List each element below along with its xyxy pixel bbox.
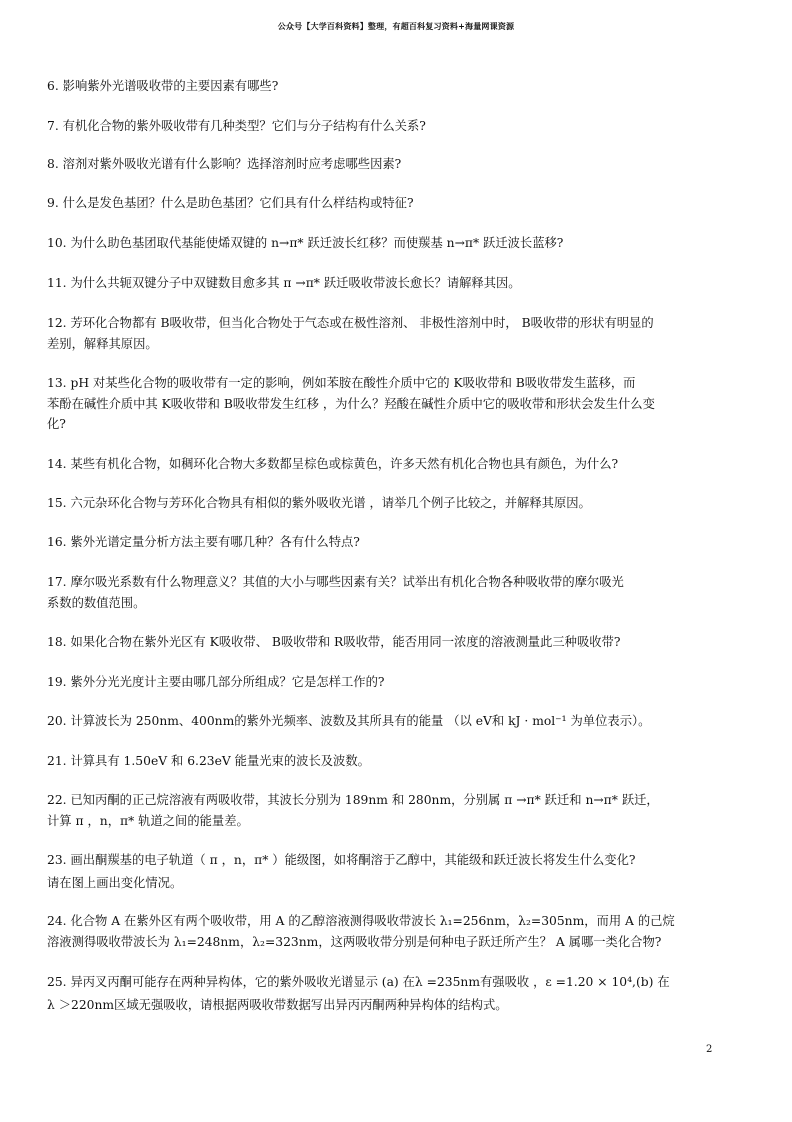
question-13-line: 苯酚在碱性介质中其 K吸收带和 B吸收带发生红移 ，为什么？羟酸在碱性介质中它的吸收带和形状会发生什么变	[47, 397, 655, 411]
question-17-line: 系数的数值范围。	[47, 596, 146, 610]
question-13-line: 化?	[47, 417, 66, 431]
question-15-line: 15. 六元杂环化合物与芳环化合物具有相似的紫外吸收光谱 ，请举几个例子比较之，并解释其原因。	[47, 496, 591, 510]
page-number: 2	[706, 1044, 713, 1055]
question-16-line: 16. 紫外光谱定量分析方法主要有哪几种？各有什么特点?	[47, 535, 360, 549]
question-7-line: 7. 有机化合物的紫外吸收带有几种类型？它们与分子结构有什么关系?	[47, 119, 426, 133]
question-24-line: 溶液测得吸收带波长为 λ₁=248nm，λ₂=323nm，这两吸收带分别是何种电子跃迁所产生？ A 属哪一类化合物?	[47, 935, 662, 949]
page-header: 公众号【大学百科资料】整理，有超百科复习资料+海量网课资源	[277, 21, 515, 31]
question-10-line: 10. 为什么助色基团取代基能使烯双键的 n→π* 跃迁波长红移？而使羰基 n→π* 跃迁波长蓝移?	[47, 236, 564, 250]
question-25-line: λ ＞220nm区域无强吸收，请根据两吸收带数据写出异丙丙酮两种异构体的结构式。	[47, 998, 508, 1012]
question-21-line: 21. 计算具有 1.50eV 和 6.23eV 能量光束的波长及波数。	[47, 754, 370, 768]
question-6-line: 6. 影响紫外光谱吸收带的主要因素有哪些?	[47, 79, 279, 93]
question-12-line: 差别，解释其原因。	[47, 337, 158, 351]
question-23-line: 请在图上画出变化情况。	[47, 876, 183, 890]
question-20-line: 20. 计算波长为 250nm、400nm的紫外光频率、波数及其所具有的能量 （以 eV和 kJ · mol⁻¹ 为单位表示）。	[47, 714, 651, 728]
question-22-line: 22. 已知丙酮的正己烷溶液有两吸收带，其波长分别为 189nm 和 280nm，分别属 π →π* 跃迁和 n→π* 跃迁，	[47, 793, 659, 807]
question-13-line: 13. pH 对某些化合物的吸收带有一定的影响，例如苯胺在酸性介质中它的 K吸收带和 B吸收带发生蓝移，而	[47, 376, 636, 390]
question-17-line: 17. 摩尔吸光系数有什么物理意义？其值的大小与哪些因素有关？试举出有机化合物各种吸收带的摩尔吸光	[47, 575, 624, 589]
question-9-line: 9. 什么是发色基团？什么是助色基团？它们具有什么样结构或特征?	[47, 196, 414, 210]
question-24-line: 24. 化合物 A 在紫外区有两个吸收带，用 A 的乙醇溶液测得吸收带波长 λ₁=256nm，λ₂=305nm，而用 A 的己烷	[47, 914, 675, 928]
question-25-line: 25. 异丙叉丙酮可能存在两种异构体，它的紫外吸收光谱显示 (a) 在λ =235nm有强吸收 ，ε =1.20 × 10⁴,(b) 在	[47, 975, 670, 989]
question-19-line: 19. 紫外分光光度计主要由哪几部分所组成？它是怎样工作的?	[47, 675, 385, 689]
question-8-line: 8. 溶剂对紫外吸收光谱有什么影响？选择溶剂时应考虑哪些因素?	[47, 157, 402, 171]
question-22-line: 计算 π ，n，π* 轨道之间的能量差。	[47, 814, 249, 828]
question-12-line: 12. 芳环化合物都有 B吸收带，但当化合物处于气态或在极性溶剂、 非极性溶剂中时， B吸收带的形状有明显的	[47, 316, 654, 330]
question-18-line: 18. 如果化合物在紫外光区有 K吸收带、 B吸收带和 R吸收带，能否用同一浓度的溶液测量此三种吸收带?	[47, 635, 621, 649]
question-14-line: 14. 某些有机化合物，如稠环化合物大多数都呈棕色或棕黄色，许多天然有机化合物也具有颜色，为什么?	[47, 457, 619, 471]
question-23-line: 23. 画出酮羰基的电子轨道（ π ，n，π* ）能级图，如将酮溶于乙醇中，其能级和跃迁波长将发生什么变化?	[47, 853, 636, 867]
question-11-line: 11. 为什么共轭双键分子中双键数目愈多其 π →π* 跃迁吸收带波长愈长？请解释其因。	[47, 276, 521, 290]
